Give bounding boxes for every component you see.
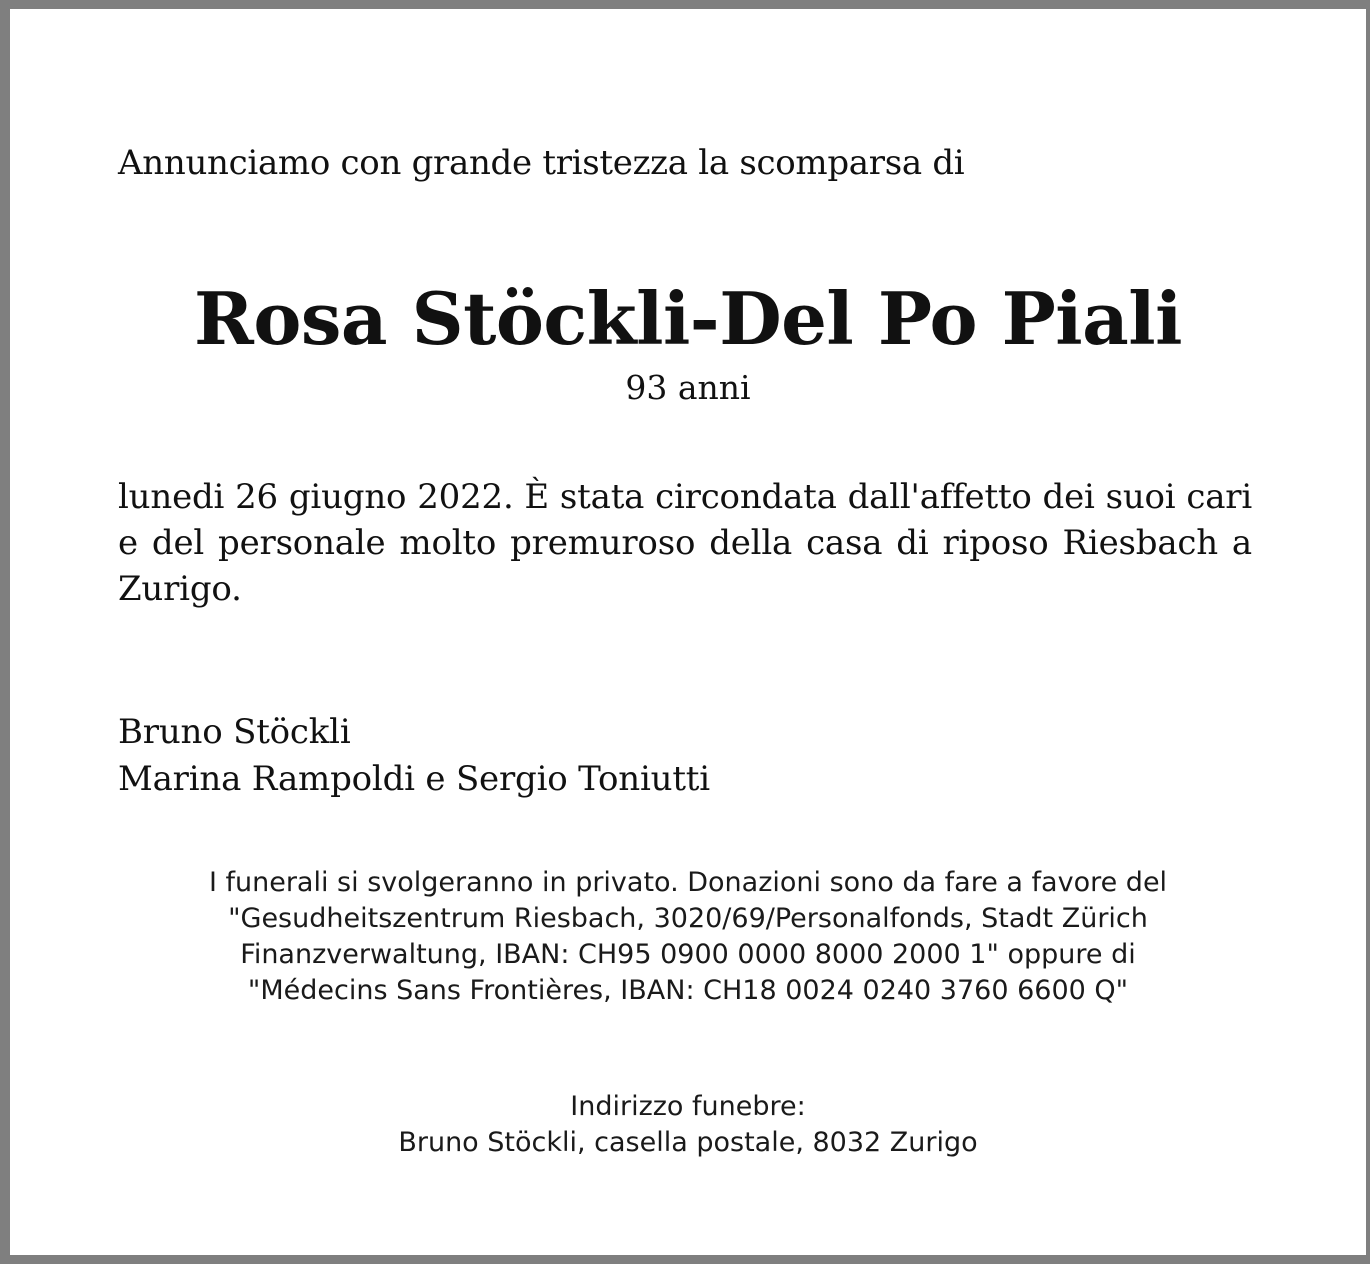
funeral-note bbox=[10, 865, 1366, 1009]
announcement-body: lunedi 26 giugno 2022. È stata circondata dall'affetto dei suoi cari e del personale molto premuroso della casa di riposo Riesbach a Zurigo. bbox=[118, 477, 1252, 609]
funeral-note-line: Finanzverwaltung, IBAN: CH95 0900 0000 8000 2000 1" oppure di bbox=[240, 939, 1136, 970]
signatory: Marina Rampoldi e Sergio Toniutti bbox=[118, 759, 710, 799]
deceased-age: 93 anni bbox=[625, 368, 751, 407]
funeral-address bbox=[10, 1089, 1366, 1161]
signatories-list bbox=[118, 709, 710, 803]
signatory: Bruno Stöckli bbox=[118, 712, 351, 752]
funeral-note-line: "Gesudheitszentrum Riesbach, 3020/69/Personalfonds, Stadt Zürich bbox=[228, 903, 1148, 934]
address-value: Bruno Stöckli, casella postale, 8032 Zurigo bbox=[398, 1127, 978, 1158]
intro-text: Annunciamo con grande tristezza la scomparsa di bbox=[118, 143, 965, 183]
address-label: Indirizzo funebre: bbox=[570, 1091, 806, 1122]
funeral-note-line: "Médecins Sans Frontières, IBAN: CH18 0024 0240 3760 6600 Q" bbox=[247, 975, 1129, 1006]
funeral-note-line: I funerali si svolgeranno in privato. Donazioni sono da fare a favore del bbox=[208, 867, 1168, 898]
deceased-name: Rosa Stöckli-Del Po Piali bbox=[193, 276, 1182, 361]
